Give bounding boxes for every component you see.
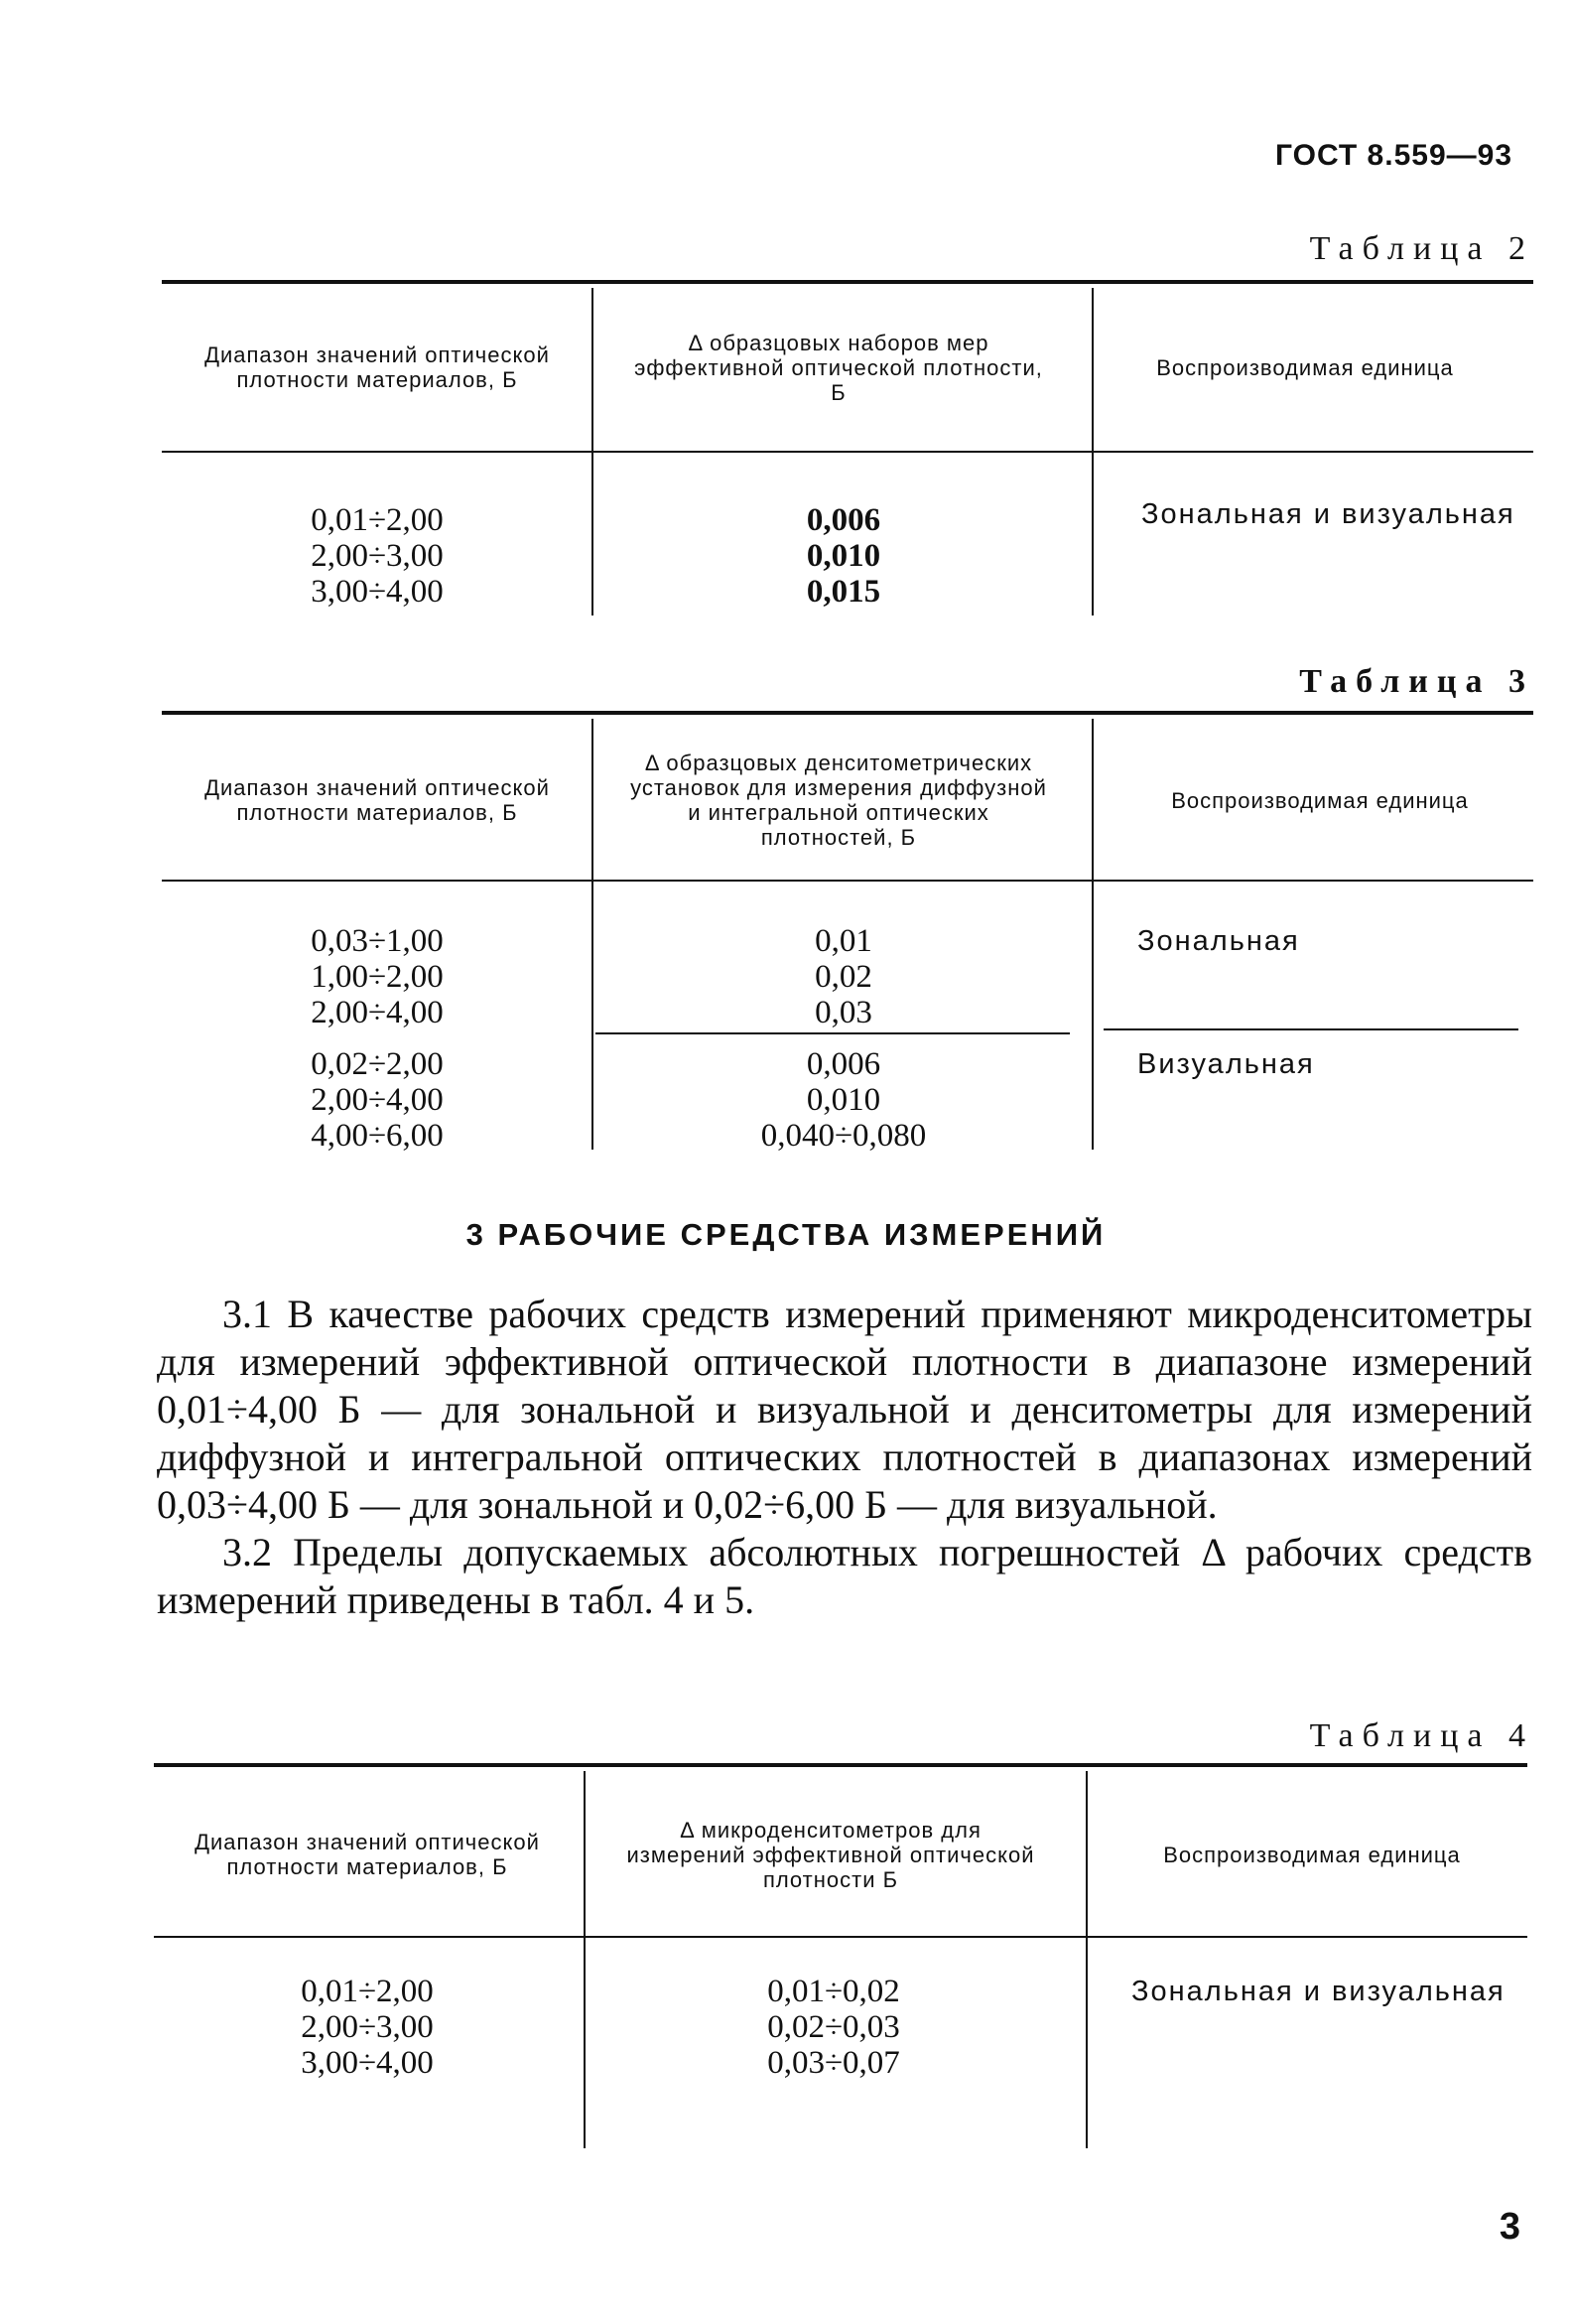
table3-group-rule-right: [1104, 1028, 1518, 1030]
table3-delta: 0,01: [815, 923, 872, 959]
table3-divider-1: [591, 719, 593, 1150]
table2-col-range-header: Диапазон значений оптической плотности материалов, Б: [204, 342, 550, 392]
table4-col-delta-header: Δ микроденситометров для измерений эффективной оптической плотности Б: [626, 1817, 1035, 1892]
table3-range: 4,00÷6,00: [311, 1118, 444, 1154]
table3-col-unit-header: Воспроизводимая единица: [1171, 787, 1469, 813]
table4-range: 0,01÷2,00: [301, 1974, 434, 2009]
table3-delta: 0,03: [815, 995, 872, 1030]
table3-group2-unit: Визуальная: [1137, 1048, 1315, 1080]
table4-deltas: [675, 1974, 992, 2081]
paragraph-3-2: 3.2 Пределы допускаемых абсолютных погрешностей Δ рабочих средств измерений приведены в табл. 4 и 5.: [157, 1530, 1532, 1622]
table3-top-rule: [162, 711, 1533, 715]
table4-col-range-header: Диапазон значений оптической плотности материалов, Б: [195, 1830, 540, 1879]
table4-range: 2,00÷3,00: [301, 2009, 434, 2045]
table4-delta: 0,03÷0,07: [767, 2045, 900, 2081]
table3-range: 0,03÷1,00: [311, 923, 444, 959]
table2-col-delta-header: Δ образцовых наборов мер эффективной оптической плотности, Б: [634, 330, 1043, 405]
table3-divider-2: [1092, 719, 1094, 1150]
section3-body: [157, 1291, 1532, 1624]
table4-delta: 0,01÷0,02: [767, 1974, 900, 2009]
table3-label: Таблица 3: [1299, 663, 1534, 700]
table2-top-rule: [162, 280, 1533, 284]
table3-group-rule-mid: [595, 1032, 1070, 1034]
table3-group1-ranges: [218, 923, 536, 1030]
table2-col-unit-header: Воспроизводимая единица: [1156, 354, 1454, 380]
table2-deltas: [695, 502, 992, 610]
table2-delta: 0,010: [806, 538, 881, 574]
table4-col-unit-header: Воспроизводимая единица: [1163, 1842, 1461, 1867]
table2-delta: 0,015: [806, 574, 881, 610]
table3-col-range-header: Диапазон значений оптической плотности материалов, Б: [204, 775, 550, 825]
table3-delta: 0,040÷0,080: [760, 1118, 927, 1154]
table3-header-rule: [162, 880, 1533, 882]
table4-ranges: [208, 1974, 526, 2081]
table4-top-rule: [154, 1763, 1527, 1767]
table4-label: Таблица 4: [1309, 1717, 1534, 1754]
table3-delta: 0,006: [806, 1046, 881, 1082]
table2-range: 3,00÷4,00: [311, 574, 444, 610]
table3-col-delta-header: Δ образцовых денситометрических установок для измерения диффузной и интегральной оптических плотностей, Б: [630, 751, 1047, 850]
document-code: ГОСТ 8.559—93: [1275, 139, 1512, 172]
table4-header-rule: [154, 1936, 1527, 1938]
table3-range: 2,00÷4,00: [311, 1082, 444, 1118]
table3-range: 1,00÷2,00: [311, 959, 444, 995]
table3-range: 2,00÷4,00: [311, 995, 444, 1030]
table3-group1-deltas: [675, 923, 1012, 1030]
table2-ranges: [218, 502, 536, 610]
table2-range: 2,00÷3,00: [311, 538, 444, 574]
table3-group2-deltas: [675, 1046, 1012, 1154]
table2-unit: Зональная и визуальная: [1141, 498, 1515, 530]
paragraph-3-1: 3.1 В качестве рабочих средств измерений применяют микроденситометры для измерений эффективной оптической плотности в диапазоне измерений 0,01÷4,00 Б — для зональной и визуальной и денситометры для измерений диффузной и интегральной оптических плотностей в диапазонах измерений 0,03÷4,00 Б — для зональной и 0,02÷6,00 Б — для визуальной.: [157, 1292, 1532, 1527]
section3-title: 3 РАБОЧИЕ СРЕДСТВА ИЗМЕРЕНИЙ: [465, 1217, 1107, 1252]
table4-unit: Зональная и визуальная: [1131, 1976, 1506, 2007]
table4-range: 3,00÷4,00: [301, 2045, 434, 2081]
table2-header-rule: [162, 451, 1533, 453]
table4-divider-1: [584, 1771, 586, 2148]
table2-range: 0,01÷2,00: [311, 502, 444, 538]
table3-delta: 0,02: [815, 959, 872, 995]
table4-delta: 0,02÷0,03: [767, 2009, 900, 2045]
table3-range: 0,02÷2,00: [311, 1046, 444, 1082]
table2-delta: 0,006: [806, 502, 881, 538]
table3-group2-ranges: [218, 1046, 536, 1154]
page-number: 3: [1499, 2206, 1520, 2248]
table2-label: Таблица 2: [1309, 230, 1534, 267]
table3-group1-unit: Зональная: [1137, 925, 1300, 957]
table3-delta: 0,010: [806, 1082, 881, 1118]
table4-divider-2: [1086, 1771, 1088, 2148]
